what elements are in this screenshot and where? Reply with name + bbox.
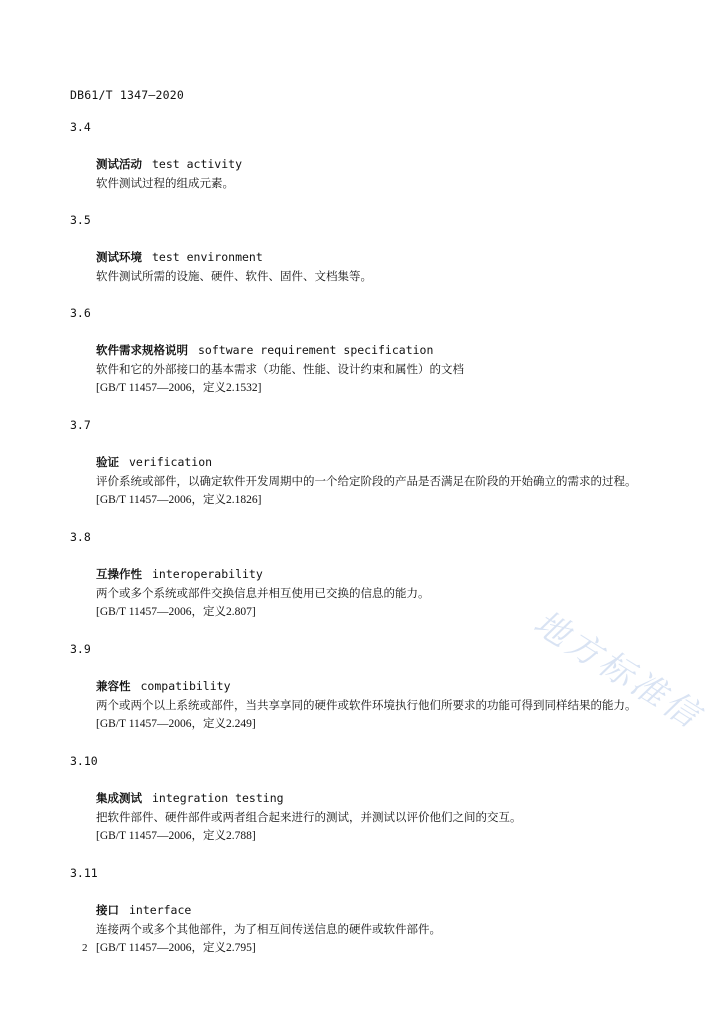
- definition-entry: [70, 864, 644, 958]
- reference-citation: [GB/T 11457—2006，定义2.1826]: [96, 494, 262, 506]
- document-id: DB61/T 1347—2020: [70, 88, 184, 102]
- definition-entry: [70, 118, 644, 211]
- reference-citation: [GB/T 11457—2006，定义2.795]: [96, 942, 256, 954]
- entry-term: [70, 341, 644, 360]
- definition-text: 评价系统或部件，以确定软件开发周期中的一个给定阶段的产品是否满足在阶段的开始确立的需求的过程。: [96, 474, 637, 488]
- entry-number: 3.8: [70, 530, 91, 544]
- reference-citation: [GB/T 11457—2006，定义2.788]: [96, 830, 256, 842]
- reference-citation: [GB/T 11457—2006，定义2.807]: [96, 606, 256, 618]
- term-zh: 接口: [96, 903, 119, 917]
- term-en: compatibility: [140, 679, 231, 693]
- definitions-list: [70, 118, 644, 958]
- term-zh: 测试活动: [96, 157, 142, 171]
- definition-text: 软件和它的外部接口的基本需求（功能、性能、设计约束和属性）的文档: [96, 362, 464, 376]
- term-en: interface: [129, 903, 192, 917]
- page-number: 2: [82, 942, 88, 954]
- term-zh: 兼容性: [96, 679, 131, 693]
- definition-text: 两个或两个以上系统或部件，当共享享同的硬件或软件环境执行他们所要求的功能可得到同样结果的能力。: [96, 698, 637, 712]
- entry-number: 3.10: [70, 754, 98, 768]
- definition-text: 软件测试过程的组成元素。: [96, 176, 234, 190]
- entry-number: 3.7: [70, 418, 91, 432]
- term-en: test environment: [152, 250, 263, 264]
- term-zh: 测试环境: [96, 250, 142, 264]
- definition-text: 连接两个或多个其他部件，为了相互间传送信息的硬件或软件部件。: [96, 922, 441, 936]
- term-zh: 集成测试: [96, 791, 142, 805]
- entry-number: 3.4: [70, 120, 91, 134]
- entry-term: [70, 901, 644, 920]
- reference-citation: [GB/T 11457—2006，定义2.249]: [96, 718, 256, 730]
- definition-entry: [70, 304, 644, 416]
- term-zh: 互操作性: [96, 567, 142, 581]
- entry-term: [70, 155, 644, 174]
- term-en: software requirement specification: [198, 343, 434, 357]
- reference-citation: [GB/T 11457—2006，定义2.1532]: [96, 382, 262, 394]
- definition-entry: [70, 752, 644, 864]
- term-en: integration testing: [152, 791, 284, 805]
- definition-text: 把软件部件、硬件部件或两者组合起来进行的测试，并测试以评价他们之间的交互。: [96, 810, 522, 824]
- term-en: verification: [129, 455, 213, 469]
- entry-number: 3.6: [70, 306, 91, 320]
- term-zh: 软件需求规格说明: [96, 343, 188, 357]
- definition-text: 两个或多个系统或部件交换信息并相互使用已交换的信息的能力。: [96, 586, 430, 600]
- entry-term: [70, 248, 644, 267]
- entry-term: [70, 677, 644, 696]
- entry-number: 3.5: [70, 213, 91, 227]
- entry-term: [70, 453, 644, 472]
- term-en: test activity: [152, 157, 243, 171]
- definition-entry: [70, 211, 644, 304]
- term-en: interoperability: [152, 567, 263, 581]
- watermark: 地方标准信: [526, 602, 709, 738]
- term-zh: 验证: [96, 455, 119, 469]
- definition-text: 软件测试所需的设施、硬件、软件、固件、文档集等。: [96, 269, 372, 283]
- definition-entry: [70, 416, 644, 528]
- entry-number: 3.9: [70, 642, 91, 656]
- entry-term: [70, 789, 644, 808]
- entry-term: [70, 565, 644, 584]
- entry-number: 3.11: [70, 866, 98, 880]
